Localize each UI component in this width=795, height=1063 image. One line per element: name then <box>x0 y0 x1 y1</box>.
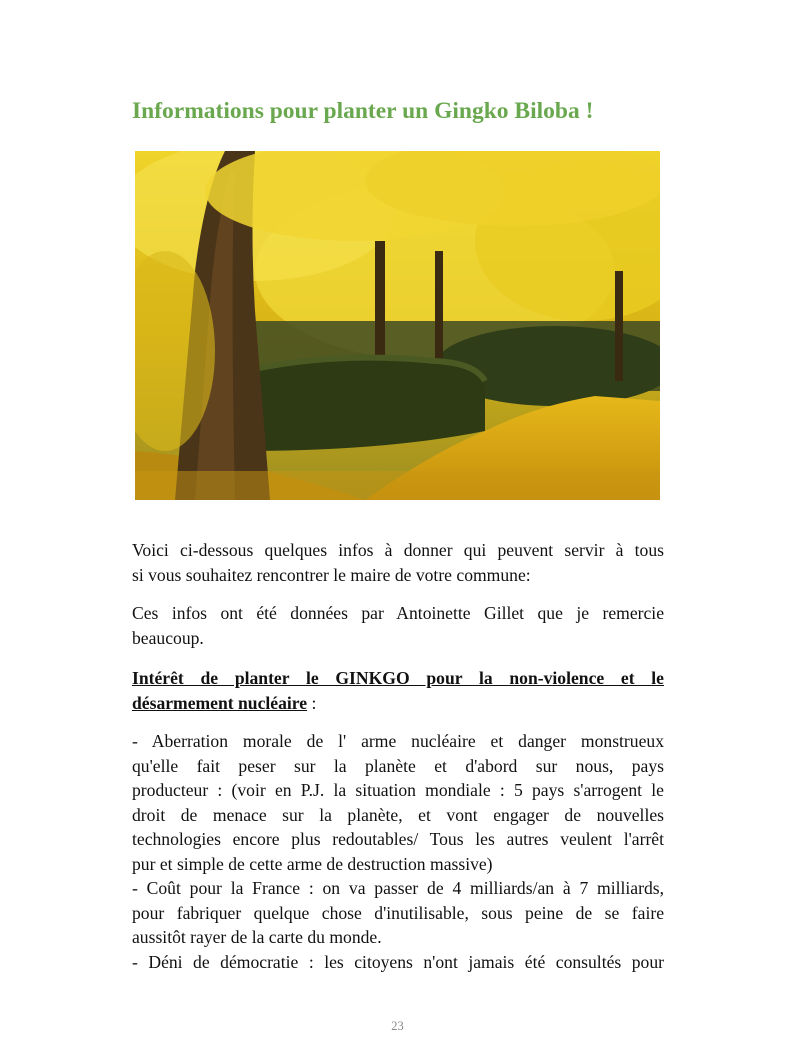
body-paragraph <box>132 729 664 974</box>
section-heading-suffix: : <box>307 692 317 713</box>
text-line: Voici ci-dessous quelques infos à donner qui peuvent servir à tous <box>132 540 664 560</box>
page-number: 23 <box>391 1019 404 1033</box>
text-line: technologies encore plus redoutables/ Tous les autres veulent l'arrêt <box>132 829 664 849</box>
text-line: producteur : (voir en P.J. la situation mondiale : 5 pays s'arrogent le <box>132 780 664 800</box>
text-line: pour fabriquer quelque chose d'inutilisable, sous peine de se faire <box>132 902 664 923</box>
text-line: beaucoup. <box>132 627 204 648</box>
page-title: Informations pour planter un Gingko Biloba ! <box>132 98 594 124</box>
ginkgo-tree-illustration <box>135 151 660 500</box>
thanks-paragraph <box>132 601 664 650</box>
text-line: pur et simple de cette arme de destruction massive) <box>132 853 493 874</box>
text-line: aussitôt rayer de la carte du monde. <box>132 927 382 947</box>
text-line: - Aberration morale de l' arme nucléaire et danger monstrueux <box>132 731 664 751</box>
intro-paragraph <box>132 538 664 587</box>
section-heading-line: Intérêt de planter le GINKGO pour la non-violence et le <box>132 668 664 688</box>
section-heading-line: désarmement nucléaire <box>132 692 308 713</box>
text-line: qu'elle fait peser sur la planète et d'abord sur nous, pays <box>132 755 664 776</box>
text-line: Ces infos ont été données par Antoinette Gillet que je remercie <box>132 603 664 623</box>
text-line: - Déni de démocratie : les citoyens n'ont jamais été consultés pour <box>132 951 664 972</box>
section-heading <box>132 666 664 715</box>
text-line: - Coût pour la France : on va passer de 4 milliards/an à 7 milliards, <box>132 878 664 898</box>
ginkgo-photo <box>135 151 660 500</box>
text-line: si vous souhaitez rencontrer le maire de votre commune: <box>132 564 531 585</box>
text-line: droit de menace sur la planète, et vont engager de nouvelles <box>132 804 664 825</box>
